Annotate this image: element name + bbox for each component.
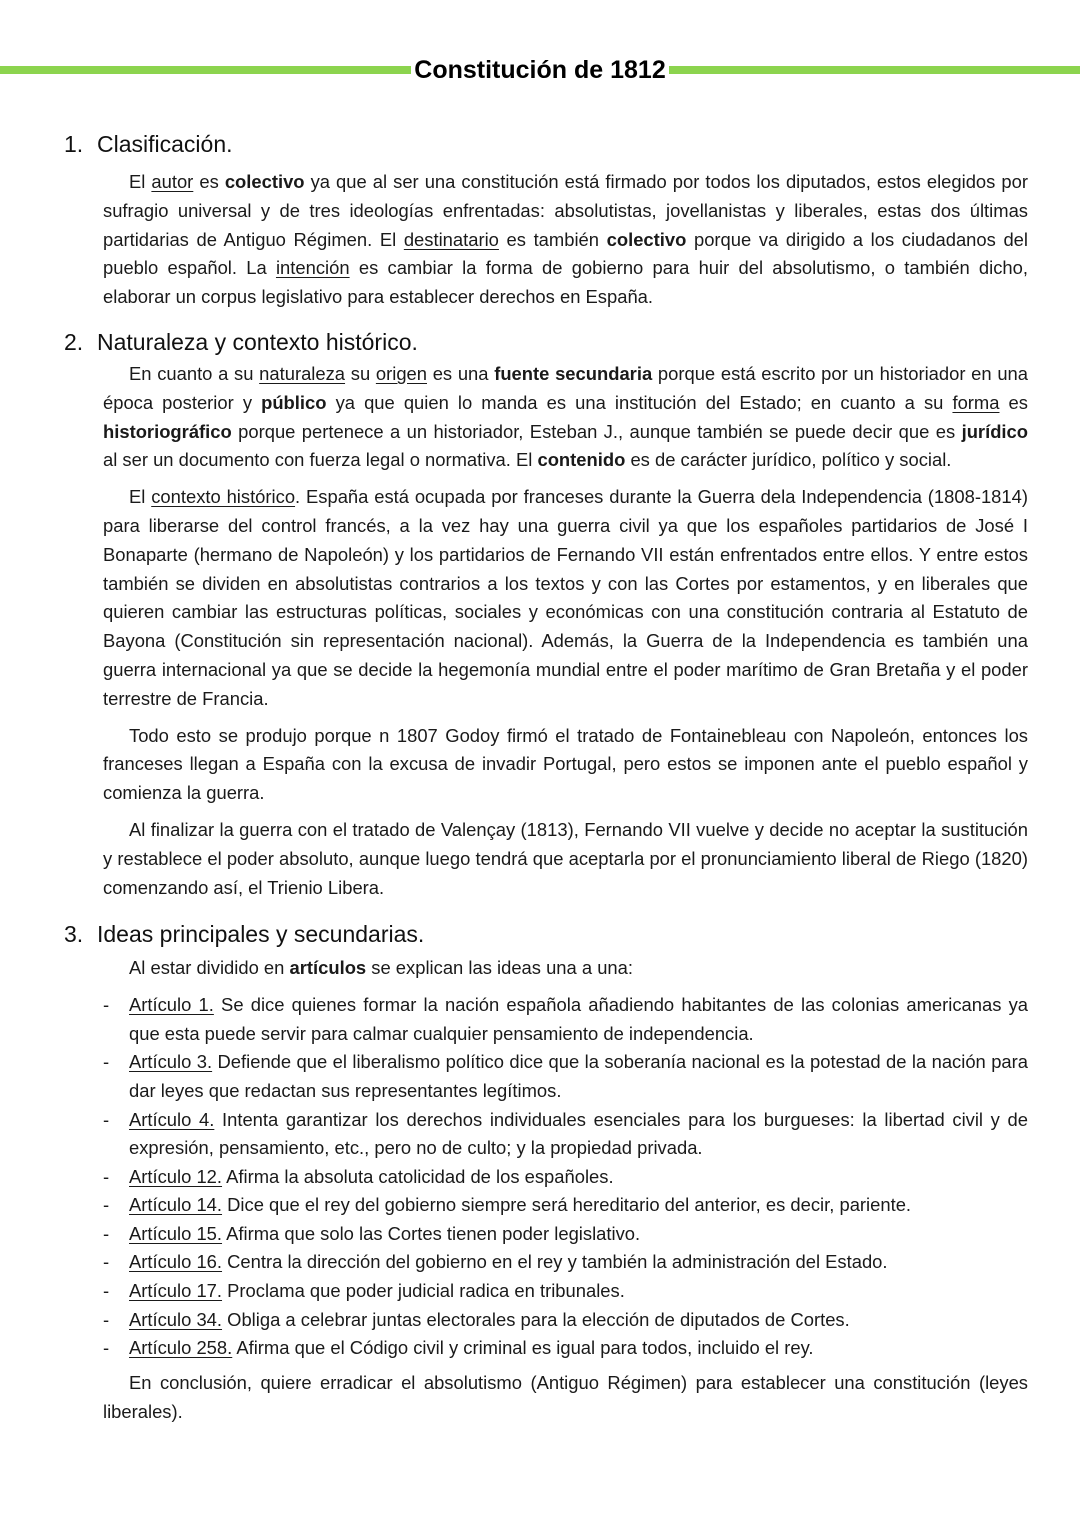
dash-bullet: - (103, 1337, 110, 1359)
section-title: Ideas principales y secundarias. (97, 921, 425, 948)
list-item (103, 1048, 1028, 1105)
bold-term: colectivo (224, 171, 305, 192)
article-text: Afirma la absoluta catolicidad de los españoles. (222, 1165, 614, 1187)
text-run: es de carácter jurídico, político y social. (625, 449, 952, 471)
article-text: Afirma que solo las Cortes tienen poder legislativo. (222, 1222, 641, 1244)
article-label: Artículo 17. (129, 1280, 223, 1302)
dash-bullet: - (103, 1194, 110, 1216)
section-naturaleza (64, 326, 1028, 902)
underlined-term: autor (151, 171, 194, 192)
text-run: Todo esto se produjo porque n 1807 Godoy firmó el tratado de Fontainebleau con Napoleón, entonces los franceses llegan a España con la excusa de invadir Portugal, pero estos se imponen ante el pueblo español y comienza la guerra. (103, 724, 1028, 804)
list-item (103, 1220, 1028, 1249)
article-text: Se dice quienes formar la nación española añadiendo habitantes de las colonias americanas ya que esta puede servir para calmar cualquier pensamiento de independencia. (129, 994, 1028, 1044)
dash-bullet: - (103, 1108, 110, 1130)
section-heading (64, 326, 1028, 358)
list-item (103, 1248, 1028, 1277)
text-run: Al estar dividido en (129, 957, 290, 979)
text-run: En cuanto a su (129, 362, 260, 384)
dash-bullet: - (103, 1222, 110, 1244)
list-item (103, 991, 1028, 1048)
article-label: Artículo 4. (129, 1108, 215, 1130)
bold-term: historiográfico (103, 420, 232, 442)
text-run: al ser un documento con fuerza legal o normativa. El (103, 449, 538, 471)
text-run: porque está escrito por un historiador en una época posterior y (103, 362, 1028, 413)
bold-term: público (261, 391, 327, 413)
section-ideas (64, 918, 1028, 1426)
text-run: El (129, 171, 152, 192)
section-number: 1. (64, 131, 84, 157)
document-body (64, 128, 1028, 1434)
text-run: se explican las ideas una a una: (366, 957, 634, 979)
list-item (103, 1191, 1028, 1220)
paragraph-intro (103, 954, 1028, 983)
article-label: Artículo 14. (129, 1194, 223, 1216)
text-run: Al finalizar la guerra con el tratado de Valençay (1813), Fernando VII vuelve y decide no aceptar la sustitución y restablece el poder absoluto, aunque luego tendrá que aceptarla por el pronunciamiento liberal de Riego (1820) comenzando así, el Trienio Libera. (103, 818, 1028, 898)
list-item (103, 1277, 1028, 1306)
paragraph (103, 483, 1028, 713)
article-text: Defiende que el liberalismo político dice que la soberanía nacional es la potestad de la nación para dar leyes que redactan sus representantes legítimos. (129, 1051, 1029, 1101)
underlined-term: destinatario (403, 228, 499, 250)
paragraph (103, 816, 1028, 902)
underlined-term: forma (952, 391, 1000, 413)
articles-list (103, 991, 1028, 1363)
dash-bullet: - (103, 1165, 110, 1187)
text-run: su (345, 362, 376, 384)
text-run: . España está ocupada por franceses durante la Guerra dela Independencia (1808-1814) para liberarse del control francés, a la vez hay una guerra civil ya que los españoles partidarios de José I Bonaparte (hermano de Napoleón) y los partidarios de Fernando VII están enfrentados entre ellos. Y entre estos también se dividen en absolutistas contrarios a los textos y con las Cortes por estamentos, y en liberales que quieren cambiar las estructuras políticas, sociales y económicas con una constitución contraria al Estatuto de Bayona (Constitución sin representación nacional). Además, la Guerra de la Independencia es también una guerra internacional ya que se decide la hegemonía mundial entre el poder marítimo de Gran Bretaña y el poder terrestre de Francia. (103, 486, 1028, 709)
text-run: es una (427, 362, 495, 384)
section-title: Clasificación. (97, 131, 233, 157)
bold-term: artículos (289, 957, 367, 979)
article-text: Dice que el rey del gobierno siempre será hereditario del anterior, es decir, pariente. (222, 1194, 912, 1216)
text-run: porque pertenece a un historiador, Esteban J., aunque también se puede decir que es (231, 420, 962, 442)
text-run: es (999, 391, 1028, 413)
section-clasificacion (64, 128, 1028, 312)
paragraph (103, 168, 1028, 312)
text-run: es también (498, 228, 607, 250)
text-run: ya que al ser una constitución está firmado por todos los diputados, estos elegidos por sufragio universal y de tres ideologías enfrentadas: absolutistas, jovellanistas y liberales, estas dos últimas partidarias de Antiguo Régimen. El (103, 171, 1028, 250)
article-label: Artículo 258. (129, 1337, 233, 1359)
paragraph (103, 360, 1028, 475)
text-run: es (193, 171, 225, 192)
article-label: Artículo 16. (129, 1251, 223, 1273)
underlined-term: intención (275, 257, 350, 279)
document-title: Constitución de 1812 (414, 56, 666, 84)
article-text: Intenta garantizar los derechos individuales esenciales para los burgueses: la libertad civil y de expresión, pensamiento, etc., pero no de culto; y la propiedad privada. (129, 1108, 1028, 1159)
section-heading (64, 128, 1028, 160)
underlined-term: contexto histórico (151, 486, 296, 508)
article-text: Centra la dirección del gobierno en el rey y también la administración del Estado. (222, 1251, 888, 1273)
article-text: Afirma que el Código civil y criminal es igual para todos, incluido el rey. (232, 1337, 814, 1359)
list-item (103, 1334, 1028, 1363)
paragraph (103, 722, 1028, 808)
title-bar (0, 52, 1080, 88)
text-run: ya que quien lo manda es una institución del Estado; en cuanto a su (326, 391, 953, 413)
bold-term: fuente secundaria (494, 362, 653, 384)
bold-term: contenido (537, 449, 626, 471)
dash-bullet: - (103, 1051, 110, 1073)
article-label: Artículo 3. (129, 1051, 213, 1073)
dash-bullet: - (103, 1308, 110, 1330)
text-run: porque va dirigido a los ciudadanos del pueblo español. La (103, 228, 1028, 279)
bold-term: jurídico (961, 420, 1028, 442)
dash-bullet: - (103, 994, 110, 1016)
title-rule-right (669, 66, 1080, 74)
section-title: Naturaleza y contexto histórico. (97, 328, 418, 355)
article-label: Artículo 1. (129, 994, 214, 1016)
text-run: es cambiar la forma de gobierno para huir del absolutismo, o también dicho, elaborar un corpus legislativo para establecer derechos en España. (103, 257, 1028, 308)
section-heading (64, 918, 1028, 950)
text-run: El (129, 486, 152, 508)
title-rule-left (0, 66, 411, 74)
article-label: Artículo 34. (129, 1308, 223, 1330)
dash-bullet: - (103, 1280, 110, 1302)
list-item (103, 1106, 1028, 1163)
bold-term: colectivo (606, 228, 687, 250)
dash-bullet: - (103, 1251, 110, 1273)
section-number: 2. (64, 328, 84, 355)
article-text: Obliga a celebrar juntas electorales para la elección de diputados de Cortes. (222, 1308, 850, 1330)
article-label: Artículo 15. (129, 1222, 223, 1244)
article-label: Artículo 12. (129, 1165, 223, 1187)
list-item (103, 1163, 1028, 1192)
article-text: Proclama que poder judicial radica en tribunales. (222, 1280, 625, 1302)
paragraph-conclusion: En conclusión, quiere erradicar el absolutismo (Antiguo Régimen) para establecer una constitución (leyes liberales). (103, 1371, 1028, 1422)
underlined-term: naturaleza (259, 362, 346, 384)
section-number: 3. (64, 921, 84, 948)
list-item (103, 1306, 1028, 1335)
underlined-term: origen (375, 362, 427, 384)
